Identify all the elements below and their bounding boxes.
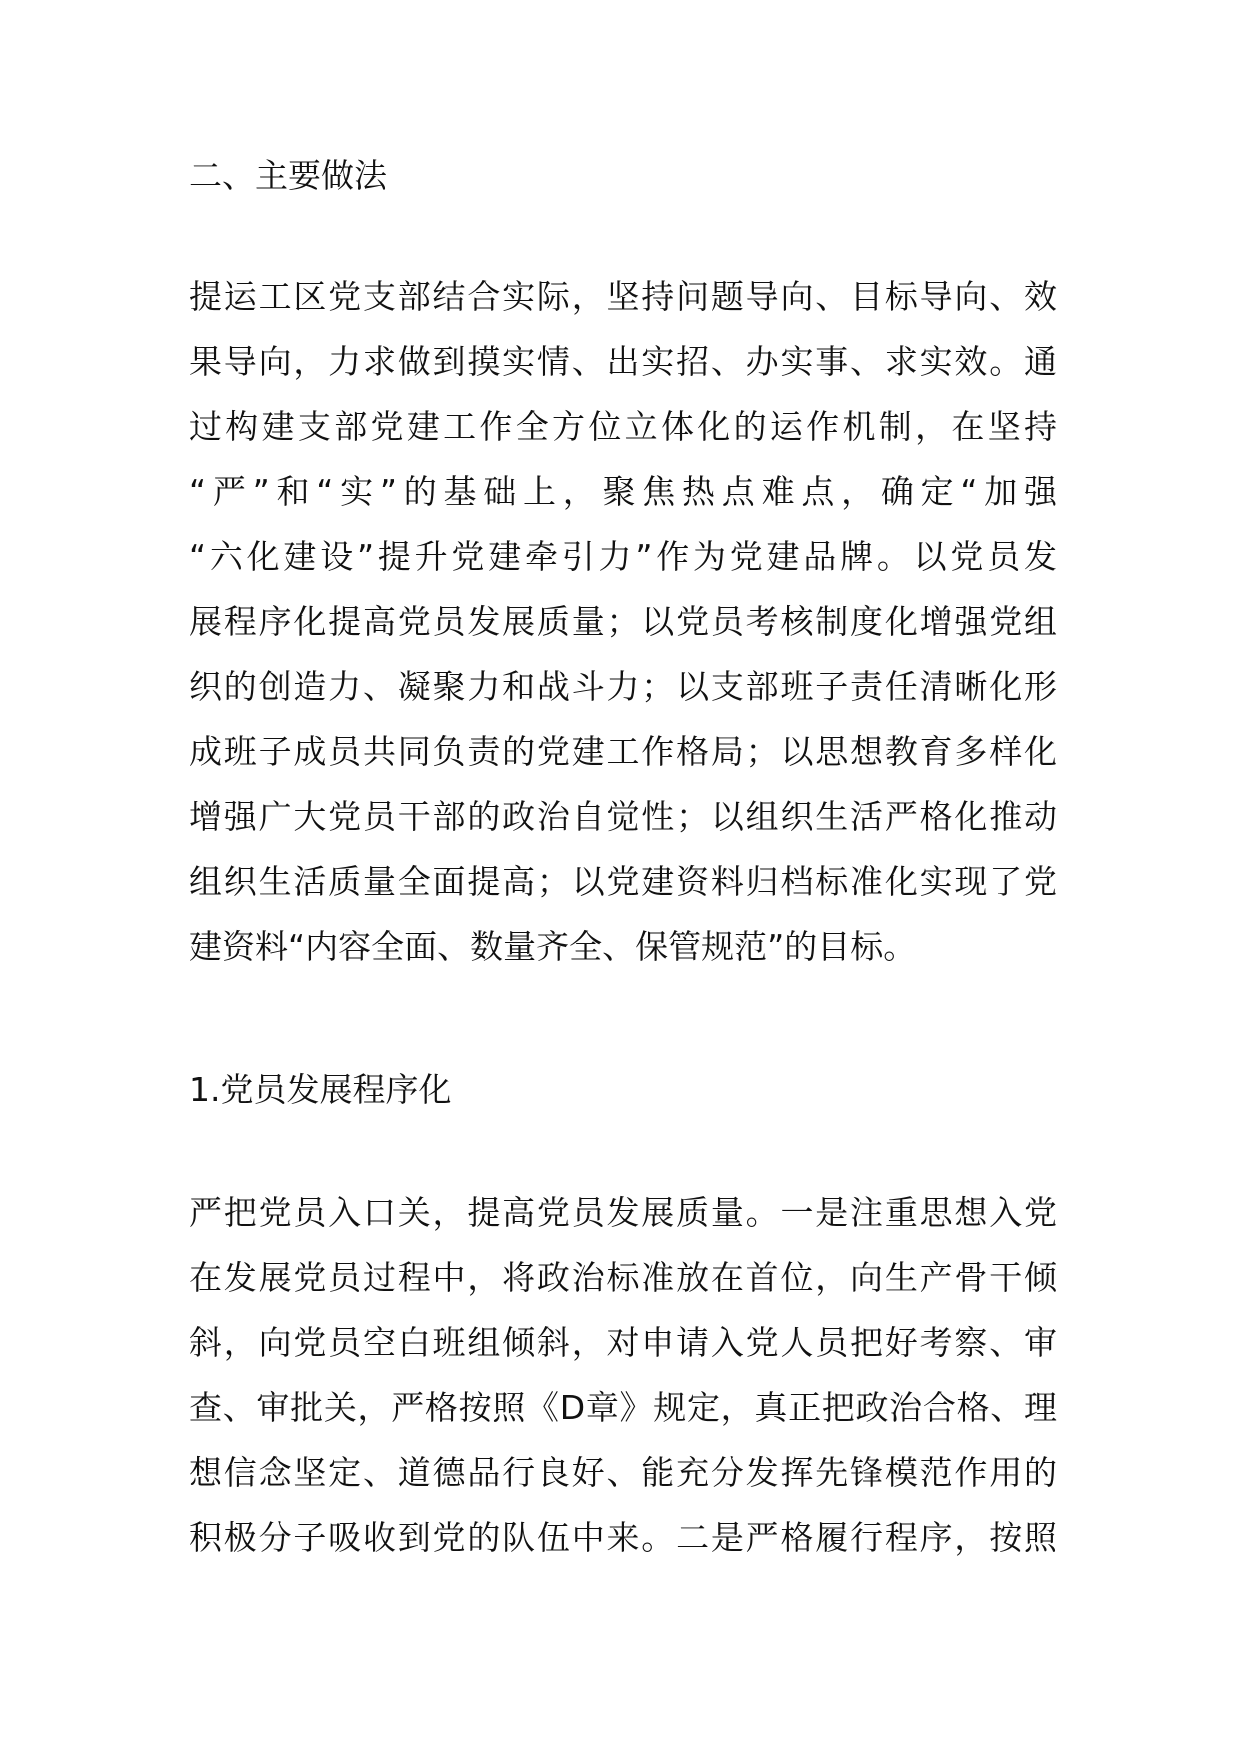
paragraph-line: 在发展党员过程中，将政治标准放在首位，向生产骨干倾	[189, 1258, 1057, 1297]
paragraph-line: 提运工区党支部结合实际，坚持问题导向、目标导向、效	[189, 277, 1057, 316]
paragraph-line: “六化建设”提升党建牵引力”作为党建品牌。以党员发	[189, 537, 1057, 576]
intro-paragraph	[189, 264, 1057, 979]
paragraph-line: 果导向，力求做到摸实情、出实招、办实事、求实效。通	[189, 342, 1057, 381]
paragraph-line: 增强广大党员干部的政治自觉性；以组织生活严格化推动	[189, 797, 1057, 836]
paragraph-line: 成班子成员共同负责的党建工作格局；以思想教育多样化	[189, 732, 1057, 771]
paragraph-line: 严把党员入口关，提高党员发展质量。一是注重思想入党	[189, 1193, 1057, 1232]
paragraph-line: 组织生活质量全面提高；以党建资料归档标准化实现了党	[189, 862, 1057, 901]
paragraph-line: 想信念坚定、道德品行良好、能充分发挥先锋模范作用的	[189, 1453, 1057, 1492]
paragraph-line: 织的创造力、凝聚力和战斗力；以支部班子责任清晰化形	[189, 667, 1057, 706]
subsection-heading: 1.党员发展程序化	[189, 1070, 452, 1109]
paragraph-line: 积极分子吸收到党的队伍中来。二是严格履行程序，按照	[189, 1518, 1057, 1557]
paragraph-line: 查、审批关，严格按照《D章》规定，真正把政治合格、理	[189, 1388, 1057, 1427]
paragraph-line: 展程序化提高党员发展质量；以党员考核制度化增强党组	[189, 602, 1057, 641]
section-heading: 二、主要做法	[189, 156, 387, 195]
paragraph-line: 过构建支部党建工作全方位立体化的运作机制，在坚持	[189, 407, 1057, 446]
paragraph-line: 斜，向党员空白班组倾斜，对申请入党人员把好考察、审	[189, 1323, 1057, 1362]
subsection-paragraph	[189, 1180, 1057, 1570]
paragraph-line: 建资料“内容全面、数量齐全、保管规范”的目标。	[189, 927, 917, 966]
paragraph-line: “严”和“实”的基础上，聚焦热点难点，确定“加强	[189, 472, 1057, 511]
